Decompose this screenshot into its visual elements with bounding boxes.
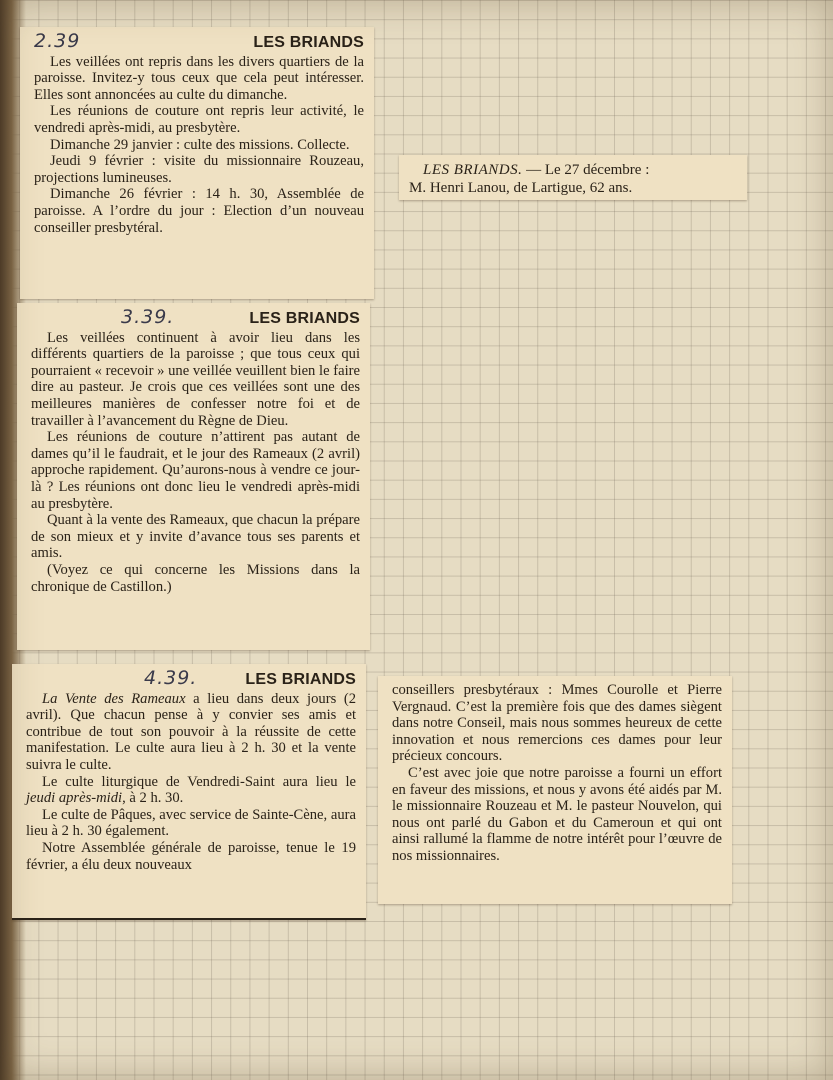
clipping-paragraph: C’est avec joie que notre paroisse a fourni un effort en faveur des missions, et nous y avons été aidés par M. le missionnaire Rouzeau et M. le pasteur Nouvelon, qui nous ont parlé du Gabon et du Cameroun et qui ont ainsi rallumé la flamme de notre intérêt pour l’œuvre de nos missionnaires. bbox=[392, 764, 722, 864]
clipping-paragraph: Dimanche 26 février : 14 h. 30, Assemblée de paroisse. A l’ordre du jour : Election d’un nouveau conseiller presbytéral. bbox=[34, 186, 364, 236]
handwritten-date: 4.39. bbox=[144, 667, 198, 689]
clipping-march bbox=[17, 303, 370, 650]
clipping-title: LES BRIANDS bbox=[249, 310, 360, 327]
notice-line-2: M. Henri Lanou, de Lartigue, 62 ans. bbox=[409, 180, 633, 196]
clipping-title: LES BRIANDS bbox=[245, 671, 356, 688]
jeudi-italic: jeudi après-midi bbox=[26, 790, 123, 807]
death-notice-clipping bbox=[399, 155, 747, 200]
clipping-paragraph: Notre Assemblée générale de paroisse, tenue le 19 février, a élu deux nouveaux bbox=[26, 839, 356, 873]
notice-line-1 bbox=[409, 161, 739, 179]
clipping-title: LES BRIANDS bbox=[253, 34, 364, 51]
clipping-text: , à 2 h. 30. bbox=[122, 790, 184, 807]
clipping-april bbox=[12, 664, 366, 920]
clipping-paragraph bbox=[26, 691, 356, 774]
clipping-paragraph: Les réunions de couture n’attirent pas autant de dames qu’il le faudrait, et le jour des Rameaux (2 avril) approche rapidement. Qu’aurons-nous à vendre ce jour-là ? Les réunions ont donc lieu le vendredi après-midi au presbytère. bbox=[31, 429, 360, 512]
notice-text: — Le 27 décembre : bbox=[522, 162, 650, 178]
clipping-paragraph: Les réunions de couture ont repris leur activité, le vendredi après-midi, au presbytère. bbox=[34, 103, 364, 136]
notice-label: LES BRIANDS. bbox=[423, 162, 523, 178]
clipping-april-continued bbox=[378, 676, 732, 904]
clipping-paragraph: Dimanche 29 janvier : culte des missions. Collecte. bbox=[50, 136, 350, 153]
clipping-text: a lieu dans deux jours (2 avril). Que chacun pense à y convier ses amis et contribue de tout son pouvoir à la réussite de cette manifestation. Le culte aura lieu à 2 h. 30 et la vente suivra le culte. bbox=[26, 690, 357, 773]
clipping-paragraph: Jeudi 9 février : visite du missionnaire Rouzeau, projections lumineuses. bbox=[34, 153, 364, 186]
vente-rameaux-italic: La Vente des Rameaux bbox=[42, 690, 186, 707]
clipping-paragraph: Quant à la vente des Rameaux, que chacun la prépare de son mieux et y invite d’avance tous ses parents et amis. bbox=[31, 512, 360, 562]
clipping-paragraph: Les veillées ont repris dans les divers quartiers de la paroisse. Invitez-y tous ceux que cela peut intéresser. Elles sont annoncées au culte du dimanche. bbox=[34, 53, 364, 103]
clipping-paragraph bbox=[26, 774, 356, 807]
clipping-paragraph: Le culte de Pâques, avec service de Sainte-Cène, aura lieu à 2 h. 30 également. bbox=[26, 806, 356, 840]
clipping-text: Le culte liturgique de Vendredi-Saint aura lieu le bbox=[42, 773, 356, 790]
clipping-february bbox=[20, 27, 374, 299]
clipping-paragraph: (Voyez ce qui concerne les Missions dans la chronique de Castillon.) bbox=[31, 561, 360, 595]
handwritten-date: 2.39 bbox=[34, 30, 81, 52]
handwritten-date: 3.39. bbox=[121, 306, 175, 328]
clipping-paragraph: Les veillées continuent à avoir lieu dans les différents quartiers de la paroisse ; que tous ceux qui pourraient « recevoir » une veillée veuillent bien le faire dire au pasteur. Je crois que ces veillées sont une des meilleures manières de confesser notre foi et de travailler à l’avancement du Règne de Dieu. bbox=[31, 329, 360, 429]
clipping-paragraph: conseillers presbytéraux : Mmes Courolle et Pierre Vergnaud. C’est la première fois que des dames siègent dans notre Conseil, mais nous sommes heureux de cette innovation et nous remercions ces dames pour leur précieux concours. bbox=[392, 682, 722, 765]
